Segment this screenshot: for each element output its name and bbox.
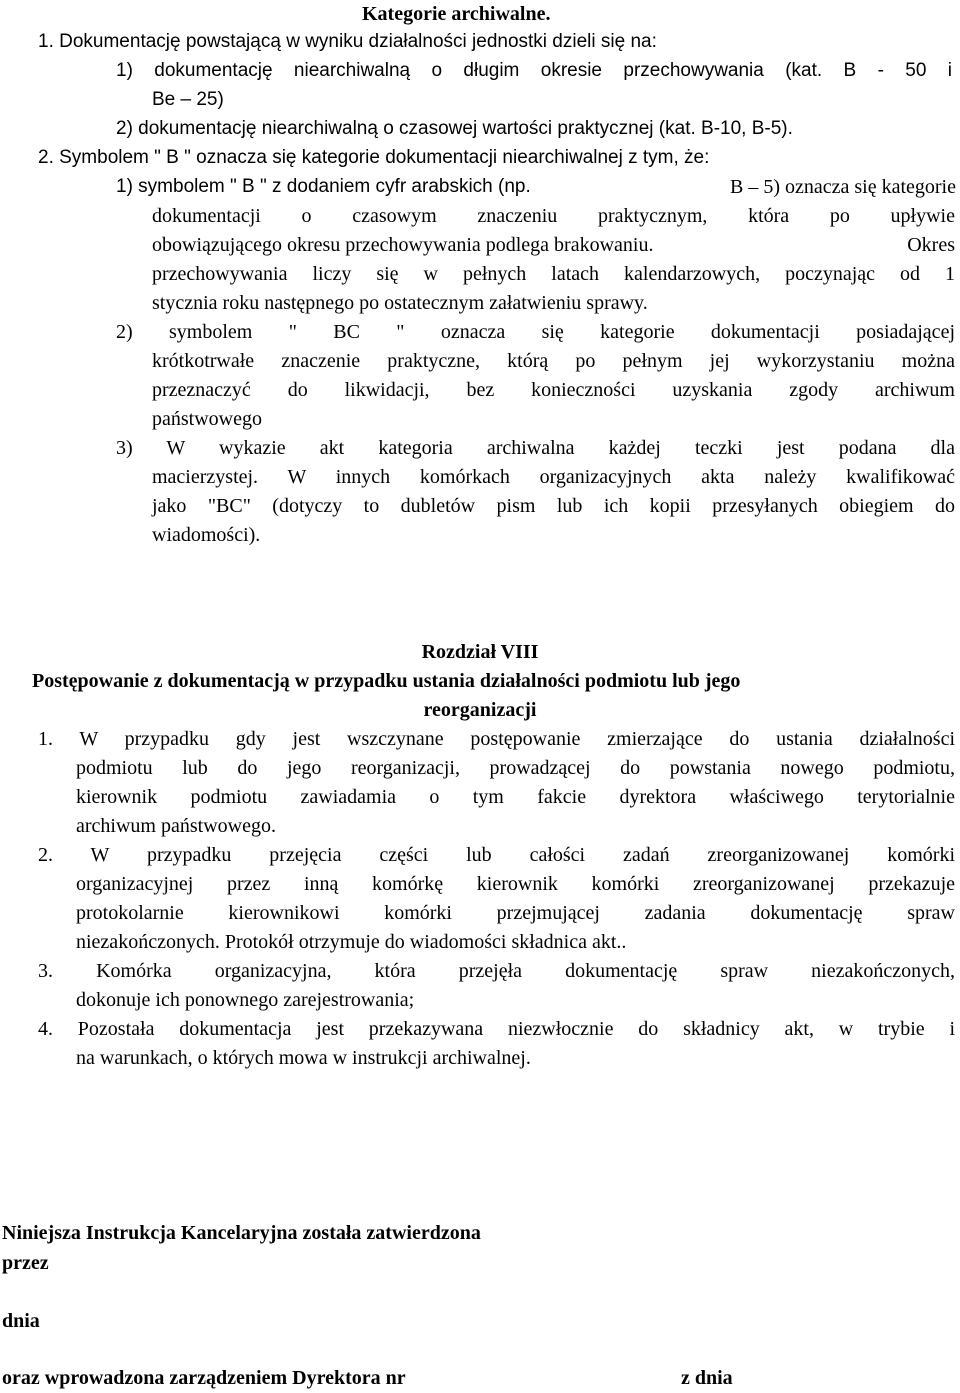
section-title: Kategorie archiwalne. [362,3,551,25]
list-item: dokonuje ich ponownego zarejestrowania; [76,989,415,1011]
list-item: 1) dokumentację niearchiwalną o długim okresie przechowywania (kat. B - 50 i [116,60,952,81]
list-item: przechowywania liczy się w pełnych latach kalendarzowych, poczynając od 1 [152,263,955,285]
list-item: wiadomości). [152,524,261,546]
chapter-number: Rozdział VIII [421,641,539,663]
list-item: krótkotrwałe znaczenie praktyczne, którą po pełnym jej wykorzystaniu można [152,350,955,372]
list-item: przeznaczyć do likwidacji, bez konieczności uzyskania zgody archiwum [152,379,955,401]
approval-by: przez [2,1252,49,1274]
text-segment: B – 5) oznacza się kategorie [729,176,956,198]
list-item: stycznia roku następnego po ostatecznym załatwieniu sprawy. [152,292,648,314]
list-item: 2) symbolem " BC " oznacza się kategorie dokumentacji posiadającej [116,321,955,343]
list-item: jako "BC" (dotyczy to dubletów pism lub ich kopii przesyłanych obiegiem do [152,495,955,517]
chapter-title: reorganizacji [423,699,537,721]
introduction-date: z dnia [681,1367,733,1389]
list-item: 2. Symbolem " B " oznacza się kategorie dokumentacji niearchiwalnej z tym, że: [38,147,710,168]
list-item: na warunkach, o których mowa w instrukcji archiwalnej. [76,1047,531,1069]
list-item: państwowego [152,408,262,430]
introduction-statement: oraz wprowadzona zarządzeniem Dyrektora nr [2,1367,406,1389]
list-item: 2. W przypadku przejęcia części lub całości zadań zreorganizowanej komórki [38,844,955,866]
list-item: archiwum państwowego. [76,815,276,837]
list-item: 2) dokumentację niearchiwalną o czasowej wartości praktycznej (kat. B-10, B-5). [116,118,793,139]
list-item: 1. W przypadku gdy jest wszczynane postępowanie zmierzające do ustania działalności [38,728,955,750]
list-item: organizacyjnej przez inną komórkę kierownik komórki zreorganizowanej przekazuje [76,873,955,895]
list-item: 1. Dokumentację powstającą w wyniku działalności jednostki dzieli się na: [38,31,657,52]
approval-day: dnia [2,1310,40,1332]
list-item: Be – 25) [152,89,224,110]
list-item [116,175,956,199]
list-item: niezakończonych. Protokół otrzymuje do wiadomości składnica akt.. [76,931,627,953]
list-item [152,233,955,257]
approval-statement: Niniejsza Instrukcja Kancelaryjna została zatwierdzona [2,1222,481,1244]
text-segment: 1) symbolem " B " z dodaniem cyfr arabskich (np. [116,176,531,197]
text-segment: Okres [907,234,955,256]
chapter-title: Postępowanie z dokumentacją w przypadku ustania działalności podmiotu lub jego [32,670,741,692]
list-item: podmiotu lub do jego reorganizacji, prowadzącej do powstania nowego podmiotu, [76,757,955,779]
text-segment: obowiązującego okresu przechowywania podlega brakowaniu. [152,234,654,256]
list-item: 3. Komórka organizacyjna, która przejęła dokumentację spraw niezakończonych, [38,960,955,982]
list-item: protokolarnie kierownikowi komórki przejmującej zadania dokumentację spraw [76,902,955,924]
list-item: kierownik podmiotu zawiadamia o tym fakcie dyrektora właściwego terytorialnie [76,786,955,808]
list-item: 3) W wykazie akt kategoria archiwalna każdej teczki jest podana dla [116,437,955,459]
list-item: dokumentacji o czasowym znaczeniu praktycznym, która po upływie [152,205,955,227]
list-item: macierzystej. W innych komórkach organizacyjnych akta należy kwalifikować [152,466,955,488]
list-item: 4. Pozostała dokumentacja jest przekazywana niezwłocznie do składnicy akt, w trybie i [38,1018,955,1040]
